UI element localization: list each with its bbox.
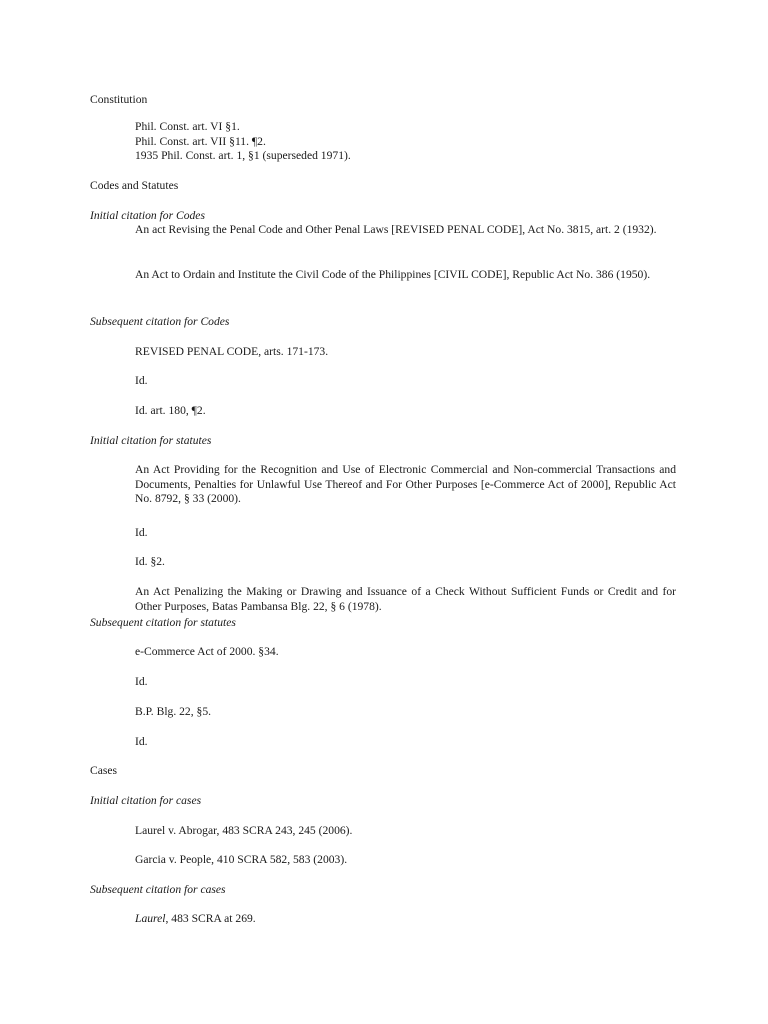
heading-cases: Cases <box>90 764 118 777</box>
case-short-pin: , 483 SCRA at 269. <box>165 912 256 925</box>
statute-subsequent-3: B.P. Blg. 22, §5. <box>135 705 212 718</box>
statute-citation-bp22: An Act Penalizing the Making or Drawing and Issuance of a Check Without Sufficient Funds or Credit and for Other Purposes, Batas Pambansa Blg. 22, § 6 (1978). <box>135 585 676 613</box>
heading-codes-statutes: Codes and Statutes <box>90 179 179 192</box>
code-citation-penal: An act Revising the Penal Code and Other Penal Laws [REVISED PENAL CODE], Act No. 3815, art. 2 (1932). <box>135 223 657 236</box>
statute-subsequent-1: e-Commerce Act of 2000. §34. <box>135 645 279 658</box>
statute-initial-id-2: Id. §2. <box>135 555 165 568</box>
subheading-subsequent-cases: Subsequent citation for cases <box>90 883 226 896</box>
statute-subsequent-4: Id. <box>135 735 148 748</box>
case-citation-garcia: Garcia v. People, 410 SCRA 582, 583 (2003). <box>135 853 348 866</box>
case-short-name: Laurel <box>135 912 166 925</box>
constitution-citation-1: Phil. Const. art. VI §1. <box>135 120 240 133</box>
code-subsequent-1: REVISED PENAL CODE, arts. 171-173. <box>135 345 329 358</box>
subheading-subsequent-codes: Subsequent citation for Codes <box>90 315 230 328</box>
code-citation-civil: An Act to Ordain and Institute the Civil Code of the Philippines [CIVIL CODE], Republic Act No. 386 (1950). <box>135 268 651 281</box>
subheading-initial-statutes: Initial citation for statutes <box>90 434 212 447</box>
subheading-initial-codes: Initial citation for Codes <box>90 209 205 222</box>
statute-initial-id-1: Id. <box>135 526 148 539</box>
code-subsequent-3: Id. art. 180, ¶2. <box>135 404 206 417</box>
constitution-citation-3: 1935 Phil. Const. art. 1, §1 (superseded 1971). <box>135 149 351 162</box>
code-subsequent-2: Id. <box>135 374 148 387</box>
statute-citation-ecommerce: An Act Providing for the Recognition and Use of Electronic Commercial and Non-commercial Transactions and Documents, Penalties for Unlawful Use Thereof and For Other Purposes [e-Commerce Act of 2000], Republic Act No. 8792, § 33 (2000). <box>135 463 676 506</box>
subheading-initial-cases: Initial citation for cases <box>90 794 202 807</box>
heading-constitution: Constitution <box>90 93 148 106</box>
subheading-subsequent-statutes: Subsequent citation for statutes <box>90 616 236 629</box>
constitution-citation-2: Phil. Const. art. VII §11. ¶2. <box>135 135 266 148</box>
case-subsequent-laurel <box>135 912 256 927</box>
statute-subsequent-2: Id. <box>135 675 148 688</box>
case-citation-laurel: Laurel v. Abrogar, 483 SCRA 243, 245 (2006). <box>135 824 353 837</box>
